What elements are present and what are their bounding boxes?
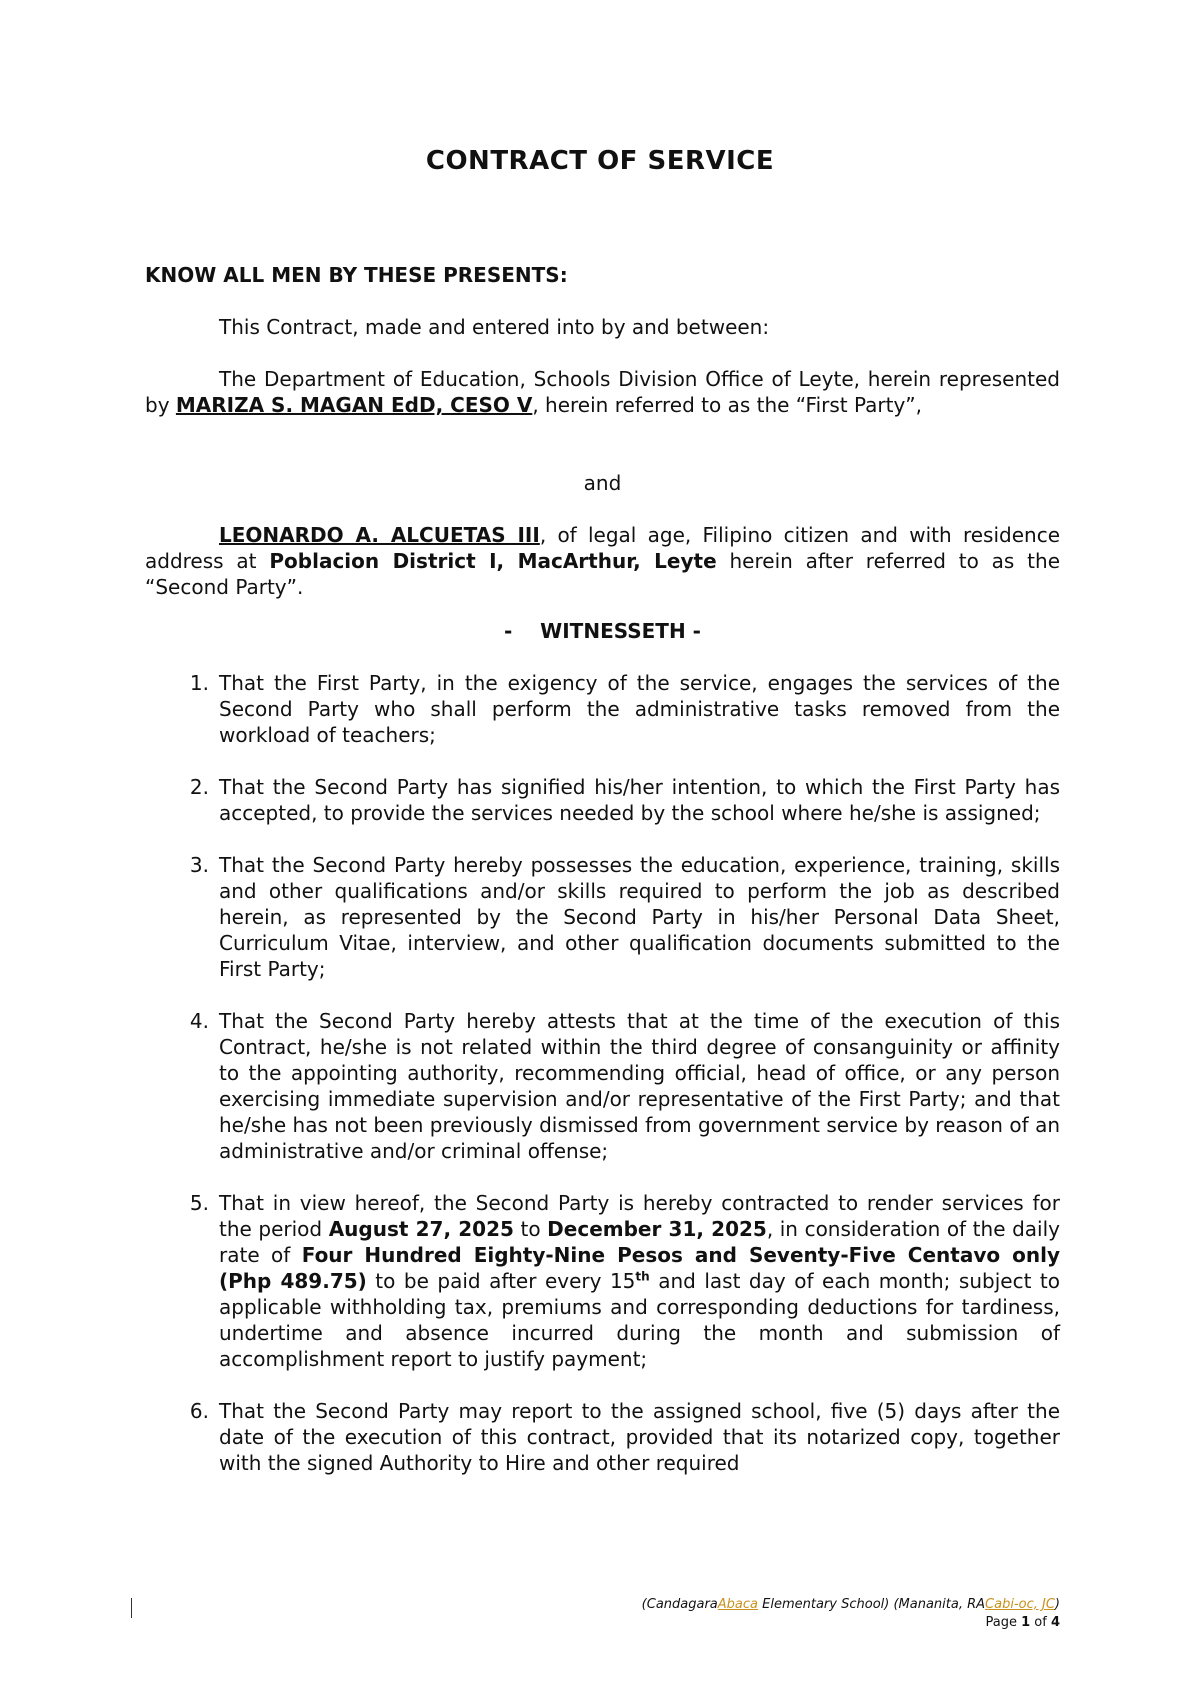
clause-text xyxy=(219,1190,1060,1372)
first-party-paragraph xyxy=(145,366,1060,418)
document-title: CONTRACT OF SERVICE xyxy=(425,146,775,176)
clause5-text-1: That in view hereof, the Second Party is hereby contracted to render services for the period xyxy=(219,1191,1060,1241)
contract-end-date: December 31, 2025 xyxy=(547,1217,767,1241)
second-party-name: LEONARDO A. ALCUETAS III xyxy=(219,523,540,547)
clause-text: That the Second Party hereby possesses the education, experience, training, skills and other qualifications and/or skills required to perform the job as described herein, as represented by the Second Party in his/her Personal Data Sheet, Curriculum Vitae, interview, and other qualification documents submitted to the First Party; xyxy=(219,853,1060,981)
clause-number: 4. xyxy=(189,1009,209,1033)
first-party-name: MARIZA S. MAGAN EdD, CESO V xyxy=(175,393,533,417)
clause-number: 2. xyxy=(189,775,209,799)
footer-person-close: ) xyxy=(1054,1597,1060,1612)
second-party-address: Poblacion District I, MacArthur, Leyte xyxy=(269,549,717,573)
footer-school-link[interactable]: Abaca xyxy=(717,1597,759,1612)
text-cursor-mark xyxy=(131,1598,132,1618)
footer-school-open: (Candagara xyxy=(641,1597,718,1612)
page-label: Page xyxy=(985,1615,1022,1630)
footer-school-close: Elementary School) (Mananita, RA xyxy=(758,1597,986,1612)
clauses-list xyxy=(145,670,1060,1502)
clause-item-6 xyxy=(145,1398,1060,1476)
first-party-after: , herein referred to as the “First Party”, xyxy=(532,393,923,417)
page-footer xyxy=(642,1596,1060,1632)
of-label: of xyxy=(1030,1615,1051,1630)
and-separator: and xyxy=(583,471,622,495)
total-pages: 4 xyxy=(1050,1615,1060,1630)
current-page: 1 xyxy=(1021,1615,1031,1630)
clause-item-5 xyxy=(145,1190,1060,1372)
clause-text: That the First Party, in the exigency of the service, engages the services of the Second Party who shall perform the administrative tasks removed from the workload of teachers; xyxy=(219,671,1060,747)
second-party-middle: , of legal age, Filipino citizen and with residence address at xyxy=(145,523,1060,573)
clause-item xyxy=(145,852,1060,982)
preamble: KNOW ALL MEN BY THESE PRESENTS: xyxy=(145,263,568,287)
clause5-text-4: to be paid after every 15 xyxy=(366,1269,636,1293)
ordinal-suffix: th xyxy=(635,1269,650,1284)
clause-number: 1. xyxy=(189,671,209,695)
clause-text: That the Second Party has signified his/her intention, to which the First Party has accepted, to provide the services needed by the school where he/she is assigned; xyxy=(219,775,1060,825)
witnesseth-heading: - WITNESSETH - xyxy=(504,619,701,643)
contract-start-date: August 27, 2025 xyxy=(328,1217,514,1241)
clause-item xyxy=(145,774,1060,826)
clause-item xyxy=(145,1008,1060,1164)
second-party-paragraph xyxy=(145,522,1060,600)
clause-text: That the Second Party hereby attests that at the time of the execution of this Contract, he/she is not related within the third degree of consanguinity or affinity to the appointing authority, recommending official, head of office, or any person exercising immediate supervision and/or representative of the First Party; and that he/she has not been previously dismissed from government service by reason of an administrative and/or criminal offense; xyxy=(219,1009,1060,1163)
clause-number: 3. xyxy=(189,853,209,877)
clause5-text-3: , in consideration of the daily rate of xyxy=(219,1217,1060,1267)
clause5-text-5: and last day of each month; subject to applicable withholding tax, premiums and corresponding deductions for tardiness, undertime and absence incurred during the month and submission of accomplishment report to justify payment; xyxy=(219,1269,1061,1371)
clause-text: That the Second Party may report to the assigned school, five (5) days after the date of the execution of this contract, provided that its notarized copy, together with the signed Authority to Hire and other required xyxy=(219,1399,1060,1475)
clause5-text-2: to xyxy=(513,1217,548,1241)
first-party-before: The Department of Education, Schools Division Office of Leyte, herein represented by xyxy=(145,367,1060,417)
intro-paragraph: This Contract, made and entered into by and between: xyxy=(219,315,770,339)
daily-rate: Four Hundred Eighty-Nine Pesos and Seventy-Five Centavo only (Php 489.75) xyxy=(219,1243,1060,1293)
clause-number: 5. xyxy=(189,1191,209,1215)
footer-school-line xyxy=(642,1596,1060,1614)
second-party-after: herein after referred to as the “Second Party”. xyxy=(145,549,1061,599)
footer-person-link[interactable]: Cabi-oc, JC xyxy=(985,1597,1055,1612)
page-number xyxy=(642,1614,1060,1632)
clause-number: 6. xyxy=(189,1399,209,1423)
clause-item xyxy=(145,670,1060,748)
